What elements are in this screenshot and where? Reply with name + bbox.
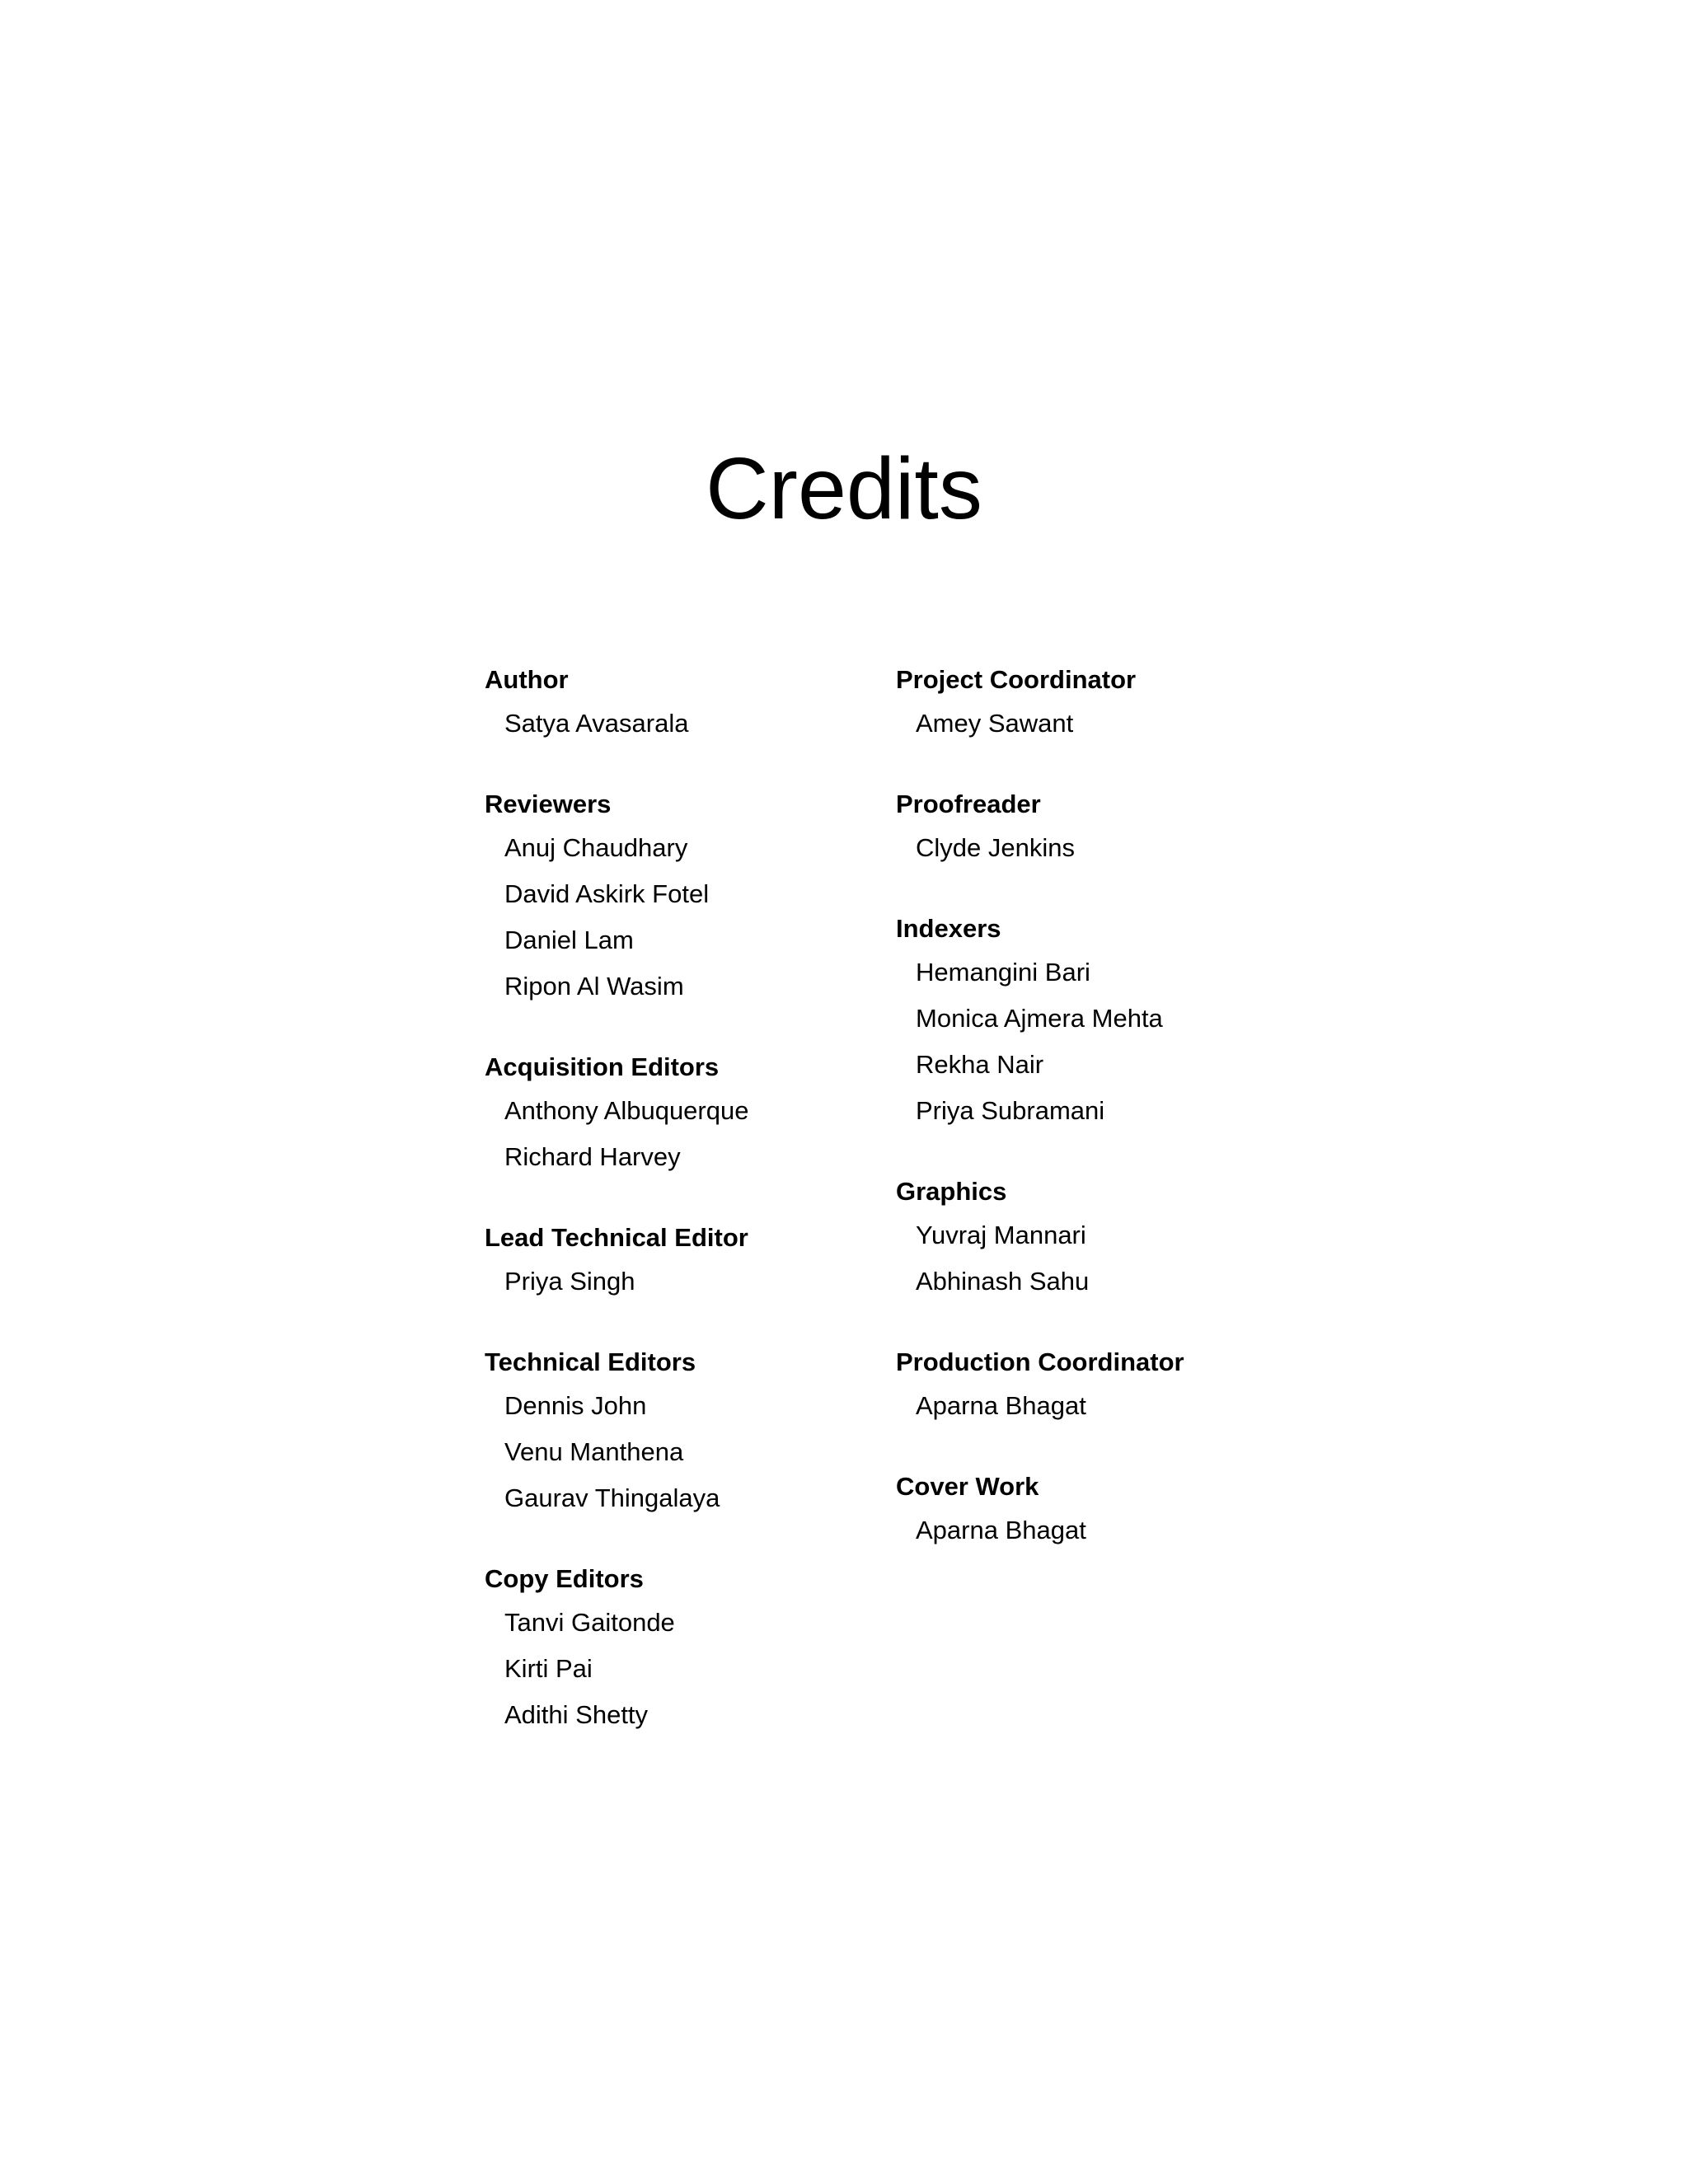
person-name: Monica Ajmera Mehta — [916, 1004, 1163, 1033]
person-name: Dennis John — [504, 1391, 647, 1420]
person-list — [896, 701, 1325, 747]
person-name: Amey Sawant — [916, 709, 1074, 738]
person-name: Richard Harvey — [504, 1142, 681, 1171]
person-list — [485, 1088, 880, 1180]
section-heading: Reviewers — [485, 790, 612, 818]
person-list — [896, 1507, 1325, 1554]
section-heading: Copy Editors — [485, 1564, 644, 1593]
section-heading: Acquisition Editors — [485, 1052, 720, 1081]
credit-section-proofreader — [896, 784, 1325, 871]
person-name: Rekha Nair — [916, 1050, 1044, 1079]
credit-section-lead-technical-editor — [485, 1217, 880, 1305]
person-list — [485, 701, 880, 747]
person-name: Adithi Shetty — [504, 1700, 649, 1729]
credit-section-copy-editors — [485, 1558, 880, 1738]
section-heading: Indexers — [896, 914, 1001, 943]
person-name: Abhinash Sahu — [916, 1267, 1090, 1296]
person-name: Ripon Al Wasim — [504, 972, 684, 1001]
person-list — [485, 1258, 880, 1305]
section-heading: Proofreader — [896, 790, 1041, 818]
person-name: Clyde Jenkins — [916, 833, 1075, 862]
person-name: Anuj Chaudhary — [504, 833, 688, 862]
person-list — [896, 825, 1325, 871]
person-name: Gaurav Thingalaya — [504, 1483, 720, 1512]
person-list — [485, 1383, 880, 1521]
credit-section-reviewers — [485, 784, 880, 1010]
person-name: Priya Subramani — [916, 1096, 1105, 1125]
credit-section-acquisition-editors — [485, 1047, 880, 1180]
credit-section-production-coordinator — [896, 1342, 1325, 1429]
person-name: Aparna Bhagat — [916, 1516, 1086, 1544]
credit-section-cover-work — [896, 1466, 1325, 1554]
credit-section-graphics — [896, 1171, 1325, 1305]
credit-section-technical-editors — [485, 1342, 880, 1521]
person-list — [896, 1383, 1325, 1429]
section-heading: Lead Technical Editor — [485, 1223, 748, 1252]
person-name: Priya Singh — [504, 1267, 635, 1296]
credit-section-author — [485, 659, 880, 747]
person-name: Kirti Pai — [504, 1654, 593, 1683]
person-name: Yuvraj Mannari — [916, 1221, 1086, 1249]
credits-column-left — [485, 659, 880, 1775]
credit-section-indexers — [896, 908, 1325, 1134]
person-name: Tanvi Gaitonde — [504, 1608, 675, 1637]
person-name: Hemangini Bari — [916, 958, 1090, 987]
credits-column-right — [896, 659, 1325, 1591]
person-name: Venu Manthena — [504, 1437, 684, 1466]
section-heading: Production Coordinator — [896, 1347, 1184, 1376]
person-name: Aparna Bhagat — [916, 1391, 1086, 1420]
person-name: Daniel Lam — [504, 926, 634, 954]
person-name: David Askirk Fotel — [504, 879, 710, 908]
section-heading: Cover Work — [896, 1472, 1039, 1501]
credit-section-project-coordinator — [896, 659, 1325, 747]
section-heading: Author — [485, 665, 569, 694]
section-heading: Project Coordinator — [896, 665, 1137, 694]
person-list — [485, 1600, 880, 1738]
section-heading: Technical Editors — [485, 1347, 696, 1376]
page-title: Credits — [706, 440, 982, 537]
person-list — [896, 949, 1325, 1134]
person-list — [896, 1212, 1325, 1305]
person-list — [485, 825, 880, 1010]
section-heading: Graphics — [896, 1177, 1007, 1206]
person-name: Satya Avasarala — [504, 709, 689, 738]
person-name: Anthony Albuquerque — [504, 1096, 749, 1125]
